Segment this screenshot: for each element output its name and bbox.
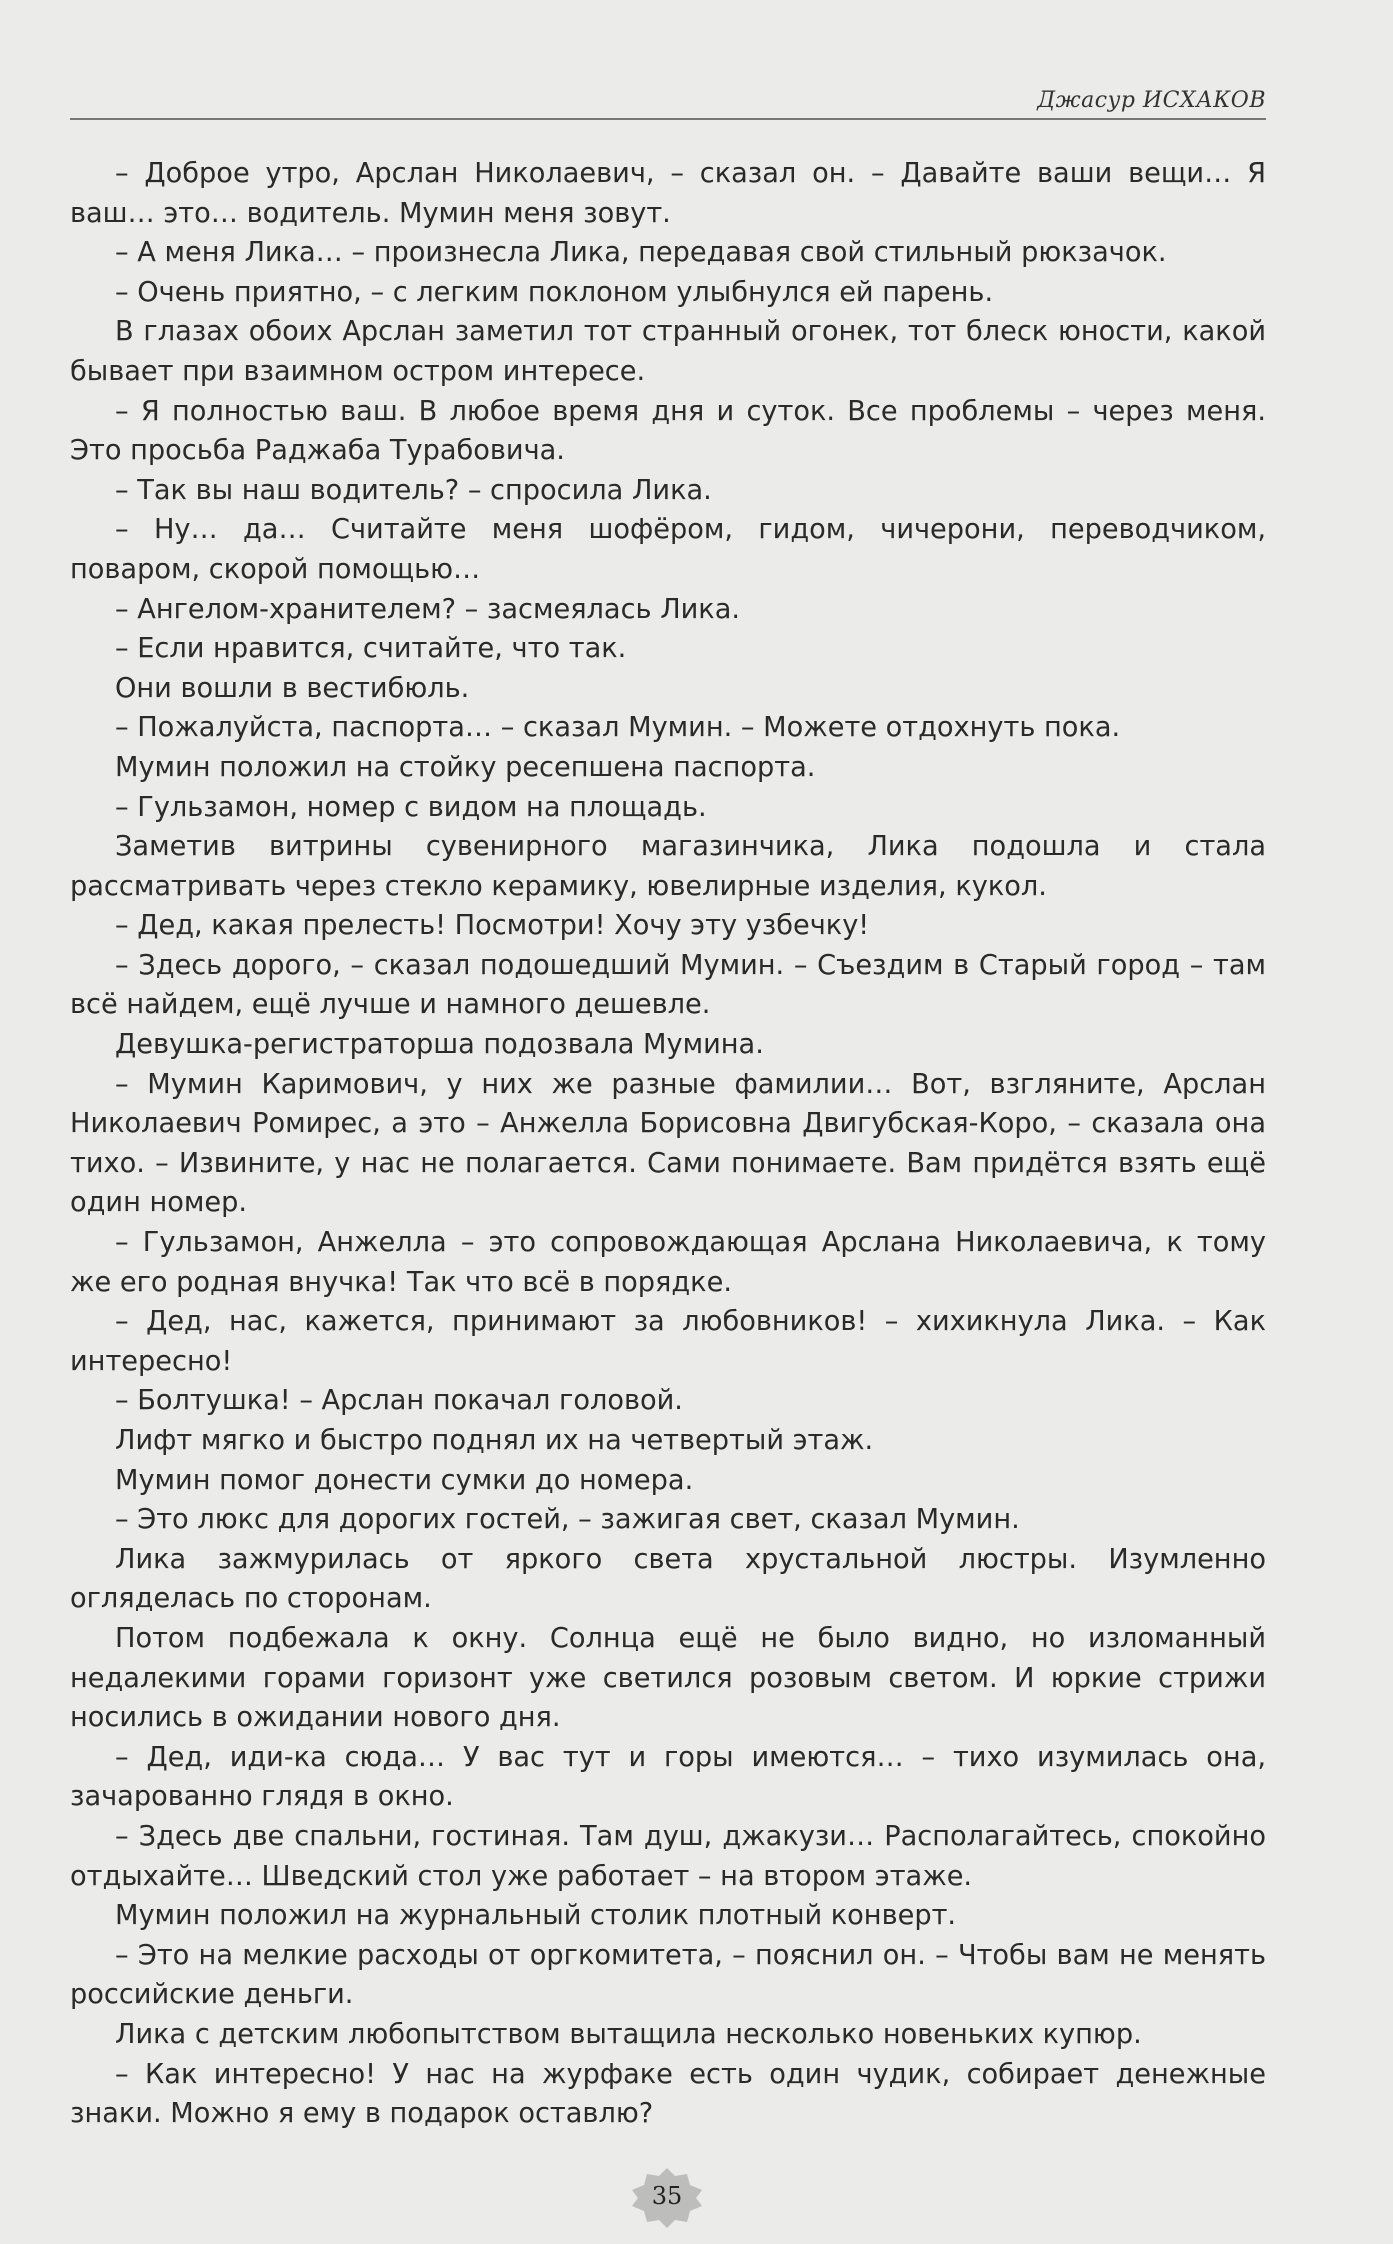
- paragraph: Лифт мягко и быстро поднял их на четвертый этаж.: [115, 1425, 874, 1456]
- body-text: [70, 154, 1266, 2134]
- paragraph: Мумин помог донести сумки до номера.: [115, 1464, 694, 1496]
- paragraph: – Гульзамон, Анжелла – это сопровождающая Арслана Николаевича, к тому же его родная внучка! Так что всё в порядке.: [70, 1227, 1266, 1298]
- paragraph: – Доброе утро, Арслан Николаевич, – сказал он. – Давайте ваши вещи… Я ваш… это… водитель. Мумин меня зовут.: [70, 158, 1266, 229]
- paragraph: – Если нравится, считайте, что так.: [115, 633, 627, 665]
- paragraph: Они вошли в вестибюль.: [115, 672, 470, 704]
- paragraph: – Здесь две спальни, гостиная. Там душ, джакузи… Располагайтесь, спокойно отдыхайте… Шведский стол уже работает – на втором этаже.: [70, 1820, 1266, 1892]
- paragraph: – А меня Лика… – произнесла Лика, передавая свой стильный рюкзачок.: [115, 237, 1167, 269]
- paragraph: Лика зажмурилась от яркого света хрустальной люстры. Изумленно огляделась по сторонам.: [70, 1543, 1266, 1615]
- paragraph: – Болтушка! – Арслан покачал головой.: [115, 1385, 683, 1417]
- paragraph: Мумин положил на стойку ресепшена паспорта.: [115, 751, 816, 783]
- page-number-badge: [630, 2168, 704, 2228]
- paragraph: – Очень приятно, – с легким поклоном улыбнулся ей парень.: [115, 276, 994, 308]
- paragraph: – Пожалуйста, паспорта… – сказал Мумин. – Можете отдохнуть пока.: [115, 712, 1121, 744]
- paragraph: – Ну… да… Считайте меня шофёром, гидом, чичерони, переводчиком, поваром, скорой помощью…: [70, 514, 1266, 585]
- paragraph: Девушка-регистраторша подозвала Мумина.: [115, 1029, 764, 1061]
- paragraph: Мумин положил на журнальный столик плотный конверт.: [115, 1900, 957, 1932]
- running-title: Джасур ИСХАКОВ: [1037, 88, 1266, 113]
- paragraph: – Дед, нас, кажется, принимают за любовников! – хихикнула Лика. – Как интересно!: [70, 1306, 1266, 1377]
- paragraph: – Здесь дорого, – сказал подошедший Мумин. – Съездим в Старый город – там всё найдем, ещё лучше и намного дешевле.: [70, 949, 1266, 1021]
- paragraph: – Это люкс для дорогих гостей, – зажигая свет, сказал Мумин.: [115, 1504, 1020, 1536]
- paragraph: – Гульзамон, номер с видом на площадь.: [115, 791, 707, 823]
- paragraph: – Дед, какая прелесть! Посмотри! Хочу эту узбечку!: [115, 910, 870, 942]
- paragraph: – Мумин Каримович, у них же разные фамилии… Вот, взгляните, Арслан Николаевич Ромирес, а это – Анжелла Борисовна Двигубская-Коро, – сказала она тихо. – Извините, у нас не полагается. Сами понимаете. Вам придётся взять ещё один номер.: [70, 1068, 1266, 1219]
- paragraph: – Дед, иди-ка сюда… У вас тут и горы имеются… – тихо изумилась она, зачарованно глядя в окно.: [70, 1741, 1266, 1813]
- page-number: 35: [651, 2182, 683, 2210]
- paragraph: Лика с детским любопытством вытащила несколько новеньких купюр.: [115, 2018, 1142, 2050]
- paragraph: Потом подбежала к окну. Солнца ещё не было видно, но изломанный недалекими горами горизонт уже светился розовым светом. И юркие стрижи носились в ожидании нового дня.: [70, 1622, 1266, 1734]
- paragraph: – Я полностью ваш. В любое время дня и суток. Все проблемы – через меня. Это просьба Раджаба Турабовича.: [70, 395, 1266, 467]
- running-header: [70, 88, 1266, 120]
- paragraph: В глазах обоих Арслан заметил тот странный огонек, тот блеск юности, какой бывает при взаимном остром интересе.: [70, 316, 1266, 387]
- paragraph: – Как интересно! У нас на журфаке есть один чудик, собирает денежные знаки. Можно я ему в подарок оставлю?: [70, 2058, 1266, 2130]
- paragraph: – Ангелом-хранителем? – засмеялась Лика.: [115, 593, 741, 625]
- paragraph: – Так вы наш водитель? – спросила Лика.: [115, 474, 712, 506]
- paragraph: Заметив витрины сувенирного магазинчика, Лика подошла и стала рассматривать через стекло керамику, ювелирные изделия, кукол.: [70, 831, 1266, 902]
- paragraph: – Это на мелкие расходы от оргкомитета, – пояснил он. – Чтобы вам не менять российские деньги.: [70, 1939, 1266, 2011]
